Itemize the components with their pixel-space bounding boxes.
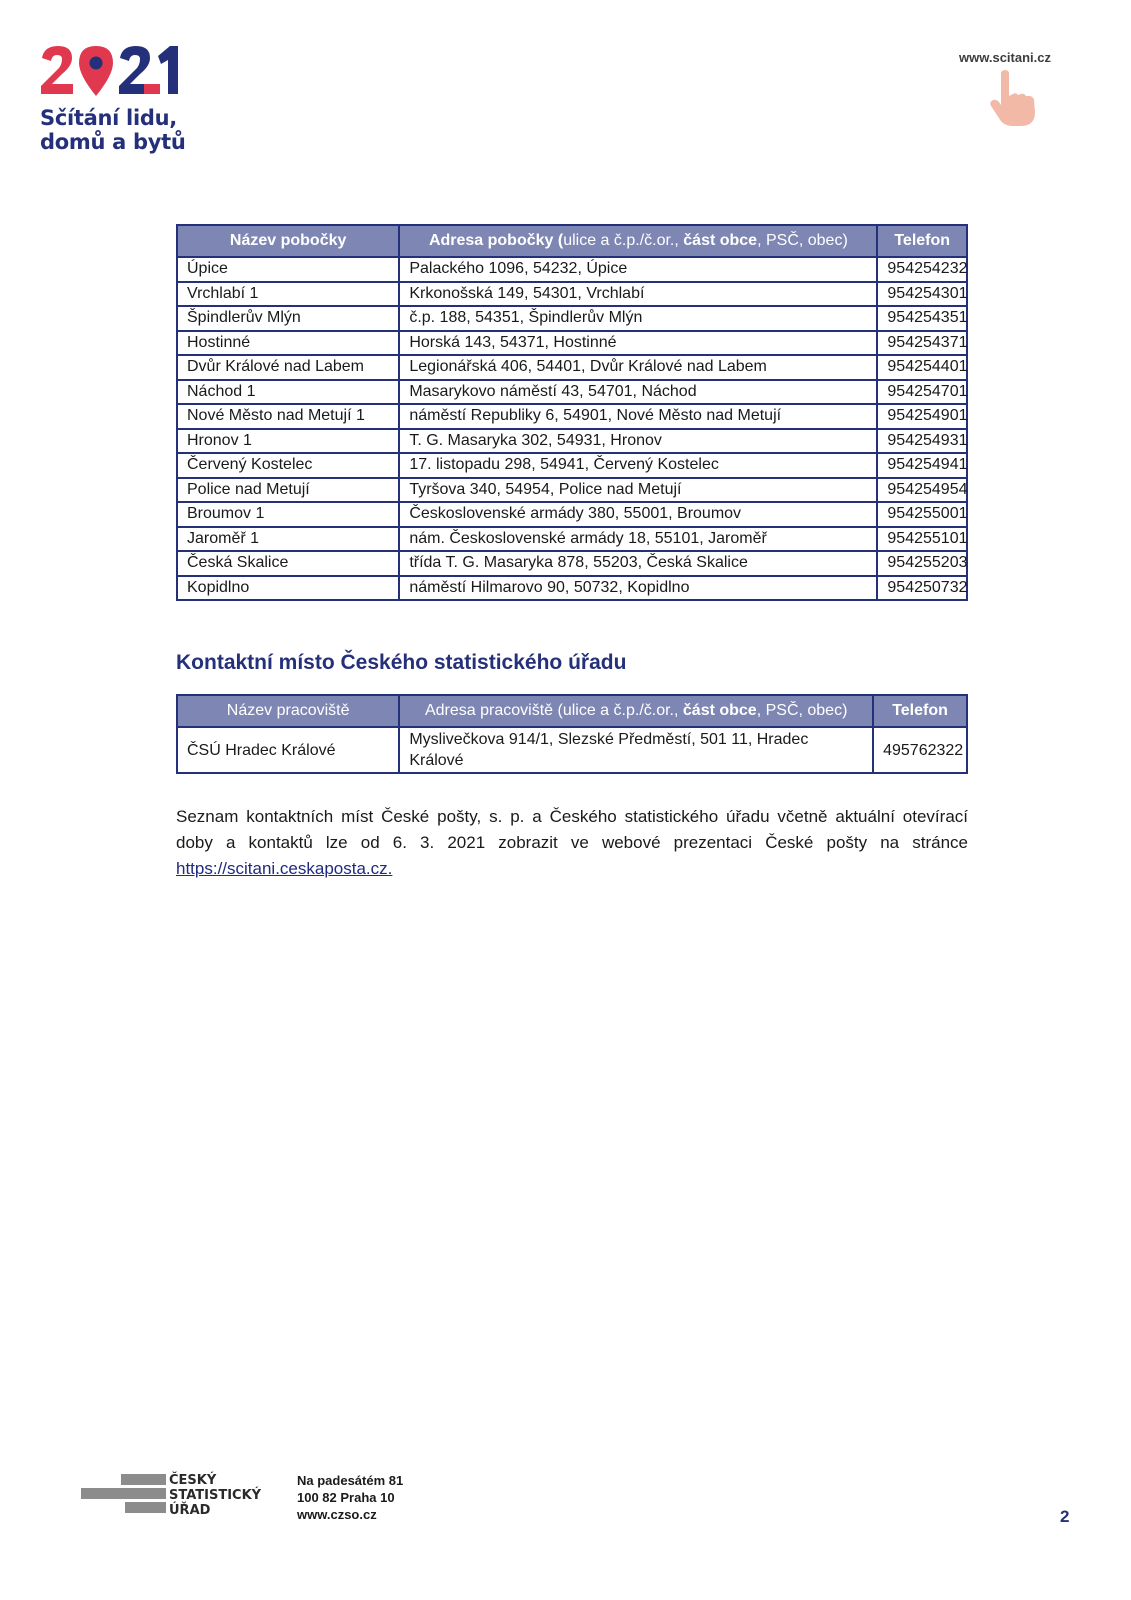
czso-logo-line-3: ÚŘAD bbox=[169, 1503, 211, 1518]
table-row bbox=[177, 576, 967, 601]
census-site-link[interactable]: www.scitani.cz bbox=[959, 50, 1051, 65]
branch-phone: 954254232 bbox=[877, 257, 967, 282]
branch-address: třída T. G. Masaryka 878, 55203, Česká Skalice bbox=[399, 551, 877, 576]
table-row bbox=[177, 551, 967, 576]
branch-address: náměstí Hilmarovo 90, 50732, Kopidlno bbox=[399, 576, 877, 601]
branch-phone: 954254401 bbox=[877, 355, 967, 380]
logo-line-2: domů a bytů bbox=[40, 130, 186, 154]
branch-name: Hostinné bbox=[177, 331, 399, 356]
header-office-name: Název pracoviště bbox=[177, 695, 399, 727]
branch-phone: 954254931 bbox=[877, 429, 967, 454]
branch-address: Horská 143, 54371, Hostinné bbox=[399, 331, 877, 356]
czso-logo-line-1: ČESKÝ bbox=[169, 1473, 217, 1488]
branch-address: Krkonošská 149, 54301, Vrchlabí bbox=[399, 282, 877, 307]
branch-phone: 954254954 bbox=[877, 478, 967, 503]
branch-address: Československé armády 380, 55001, Broumov bbox=[399, 502, 877, 527]
branch-name: Dvůr Králové nad Labem bbox=[177, 355, 399, 380]
table-row bbox=[177, 257, 967, 282]
office-address: Myslivečkova 914/1, Slezské Předměstí, 501 11, Hradec Králové bbox=[399, 727, 873, 773]
branch-address: nám. Československé armády 18, 55101, Jaroměř bbox=[399, 527, 877, 552]
footer-website-link[interactable]: www.czso.cz bbox=[297, 1507, 377, 1522]
table-row bbox=[177, 355, 967, 380]
table-row bbox=[177, 404, 967, 429]
branch-address: T. G. Masaryka 302, 54931, Hronov bbox=[399, 429, 877, 454]
branch-phone: 954255101 bbox=[877, 527, 967, 552]
branch-name: Vrchlabí 1 bbox=[177, 282, 399, 307]
branch-name: Náchod 1 bbox=[177, 380, 399, 405]
footer-street: Na padesátém 81 bbox=[297, 1473, 404, 1488]
header-phone: Telefon bbox=[873, 695, 967, 727]
branch-address: Masarykovo náměstí 43, 54701, Náchod bbox=[399, 380, 877, 405]
branch-phone: 954254301 bbox=[877, 282, 967, 307]
branch-phone: 954254371 bbox=[877, 331, 967, 356]
table-row bbox=[177, 331, 967, 356]
table-row bbox=[177, 527, 967, 552]
branch-address: náměstí Republiky 6, 54901, Nové Město nad Metují bbox=[399, 404, 877, 429]
pointing-hand-icon bbox=[985, 70, 1045, 130]
table-row bbox=[177, 306, 967, 331]
logo-line-1: Sčítání lidu, bbox=[40, 106, 177, 130]
office-phone: 495762322 bbox=[873, 727, 967, 773]
header-branch-address: Adresa pobočky (ulice a č.p./č.or., část obce, PSČ, obec) bbox=[399, 225, 877, 257]
branch-phone: 954254351 bbox=[877, 306, 967, 331]
branch-name: Špindlerův Mlýn bbox=[177, 306, 399, 331]
ceska-posta-link[interactable]: https://scitani.ceskaposta.cz. bbox=[176, 859, 393, 878]
branch-name: Nové Město nad Metují 1 bbox=[177, 404, 399, 429]
contact-info-paragraph bbox=[176, 804, 968, 882]
branch-phone: 954254901 bbox=[877, 404, 967, 429]
table-header-row bbox=[177, 225, 967, 257]
census-logo-text bbox=[40, 106, 186, 154]
table-row bbox=[177, 453, 967, 478]
branch-name: Kopidlno bbox=[177, 576, 399, 601]
branch-name: Police nad Metují bbox=[177, 478, 399, 503]
footer-city: 100 82 Praha 10 bbox=[297, 1490, 395, 1505]
branch-phone: 954255001 bbox=[877, 502, 967, 527]
header-phone: Telefon bbox=[877, 225, 967, 257]
table-row bbox=[177, 380, 967, 405]
branch-phone: 954255203 bbox=[877, 551, 967, 576]
branch-name: Úpice bbox=[177, 257, 399, 282]
page-number: 2 bbox=[1060, 1507, 1070, 1526]
branch-phone: 954250732 bbox=[877, 576, 967, 601]
statistical-office-table bbox=[176, 694, 968, 774]
table-row bbox=[177, 429, 967, 454]
header-branch-name: Název pobočky bbox=[177, 225, 399, 257]
branch-phone: 954254701 bbox=[877, 380, 967, 405]
branch-name: Hronov 1 bbox=[177, 429, 399, 454]
branch-address: Tyršova 340, 54954, Police nad Metují bbox=[399, 478, 877, 503]
paragraph-text: Seznam kontaktních míst České pošty, s. p. a Českého statistického úřadu včetně aktuální otevírací doby a kontaktů lze od 6. 3. 2021 zobrazit ve webové prezentaci České pošty na stránce bbox=[176, 807, 968, 852]
census-2021-logo bbox=[40, 44, 220, 164]
table-row bbox=[177, 727, 967, 773]
branch-name: Červený Kostelec bbox=[177, 453, 399, 478]
czso-logo-line-2: STATISTICKÝ bbox=[169, 1488, 262, 1503]
table-row bbox=[177, 502, 967, 527]
table-row bbox=[177, 282, 967, 307]
branch-address: č.p. 188, 54351, Špindlerův Mlýn bbox=[399, 306, 877, 331]
post-branches-table bbox=[176, 224, 968, 601]
office-section-title: Kontaktní místo Českého statistického úřadu bbox=[176, 651, 627, 674]
footer-address bbox=[297, 1472, 403, 1523]
table-header-row bbox=[177, 695, 967, 727]
table-row bbox=[177, 478, 967, 503]
logo-2021-graphic bbox=[40, 44, 180, 100]
branch-address: Palackého 1096, 54232, Úpice bbox=[399, 257, 877, 282]
branch-address: 17. listopadu 298, 54941, Červený Kostelec bbox=[399, 453, 877, 478]
branch-name: Broumov 1 bbox=[177, 502, 399, 527]
branch-address: Legionářská 406, 54401, Dvůr Králové nad Labem bbox=[399, 355, 877, 380]
office-name: ČSÚ Hradec Králové bbox=[177, 727, 399, 773]
czso-logo-text bbox=[169, 1473, 261, 1518]
branch-phone: 954254941 bbox=[877, 453, 967, 478]
branch-name: Česká Skalice bbox=[177, 551, 399, 576]
branch-name: Jaroměř 1 bbox=[177, 527, 399, 552]
header-office-address: Adresa pracoviště (ulice a č.p./č.or., část obce, PSČ, obec) bbox=[399, 695, 873, 727]
